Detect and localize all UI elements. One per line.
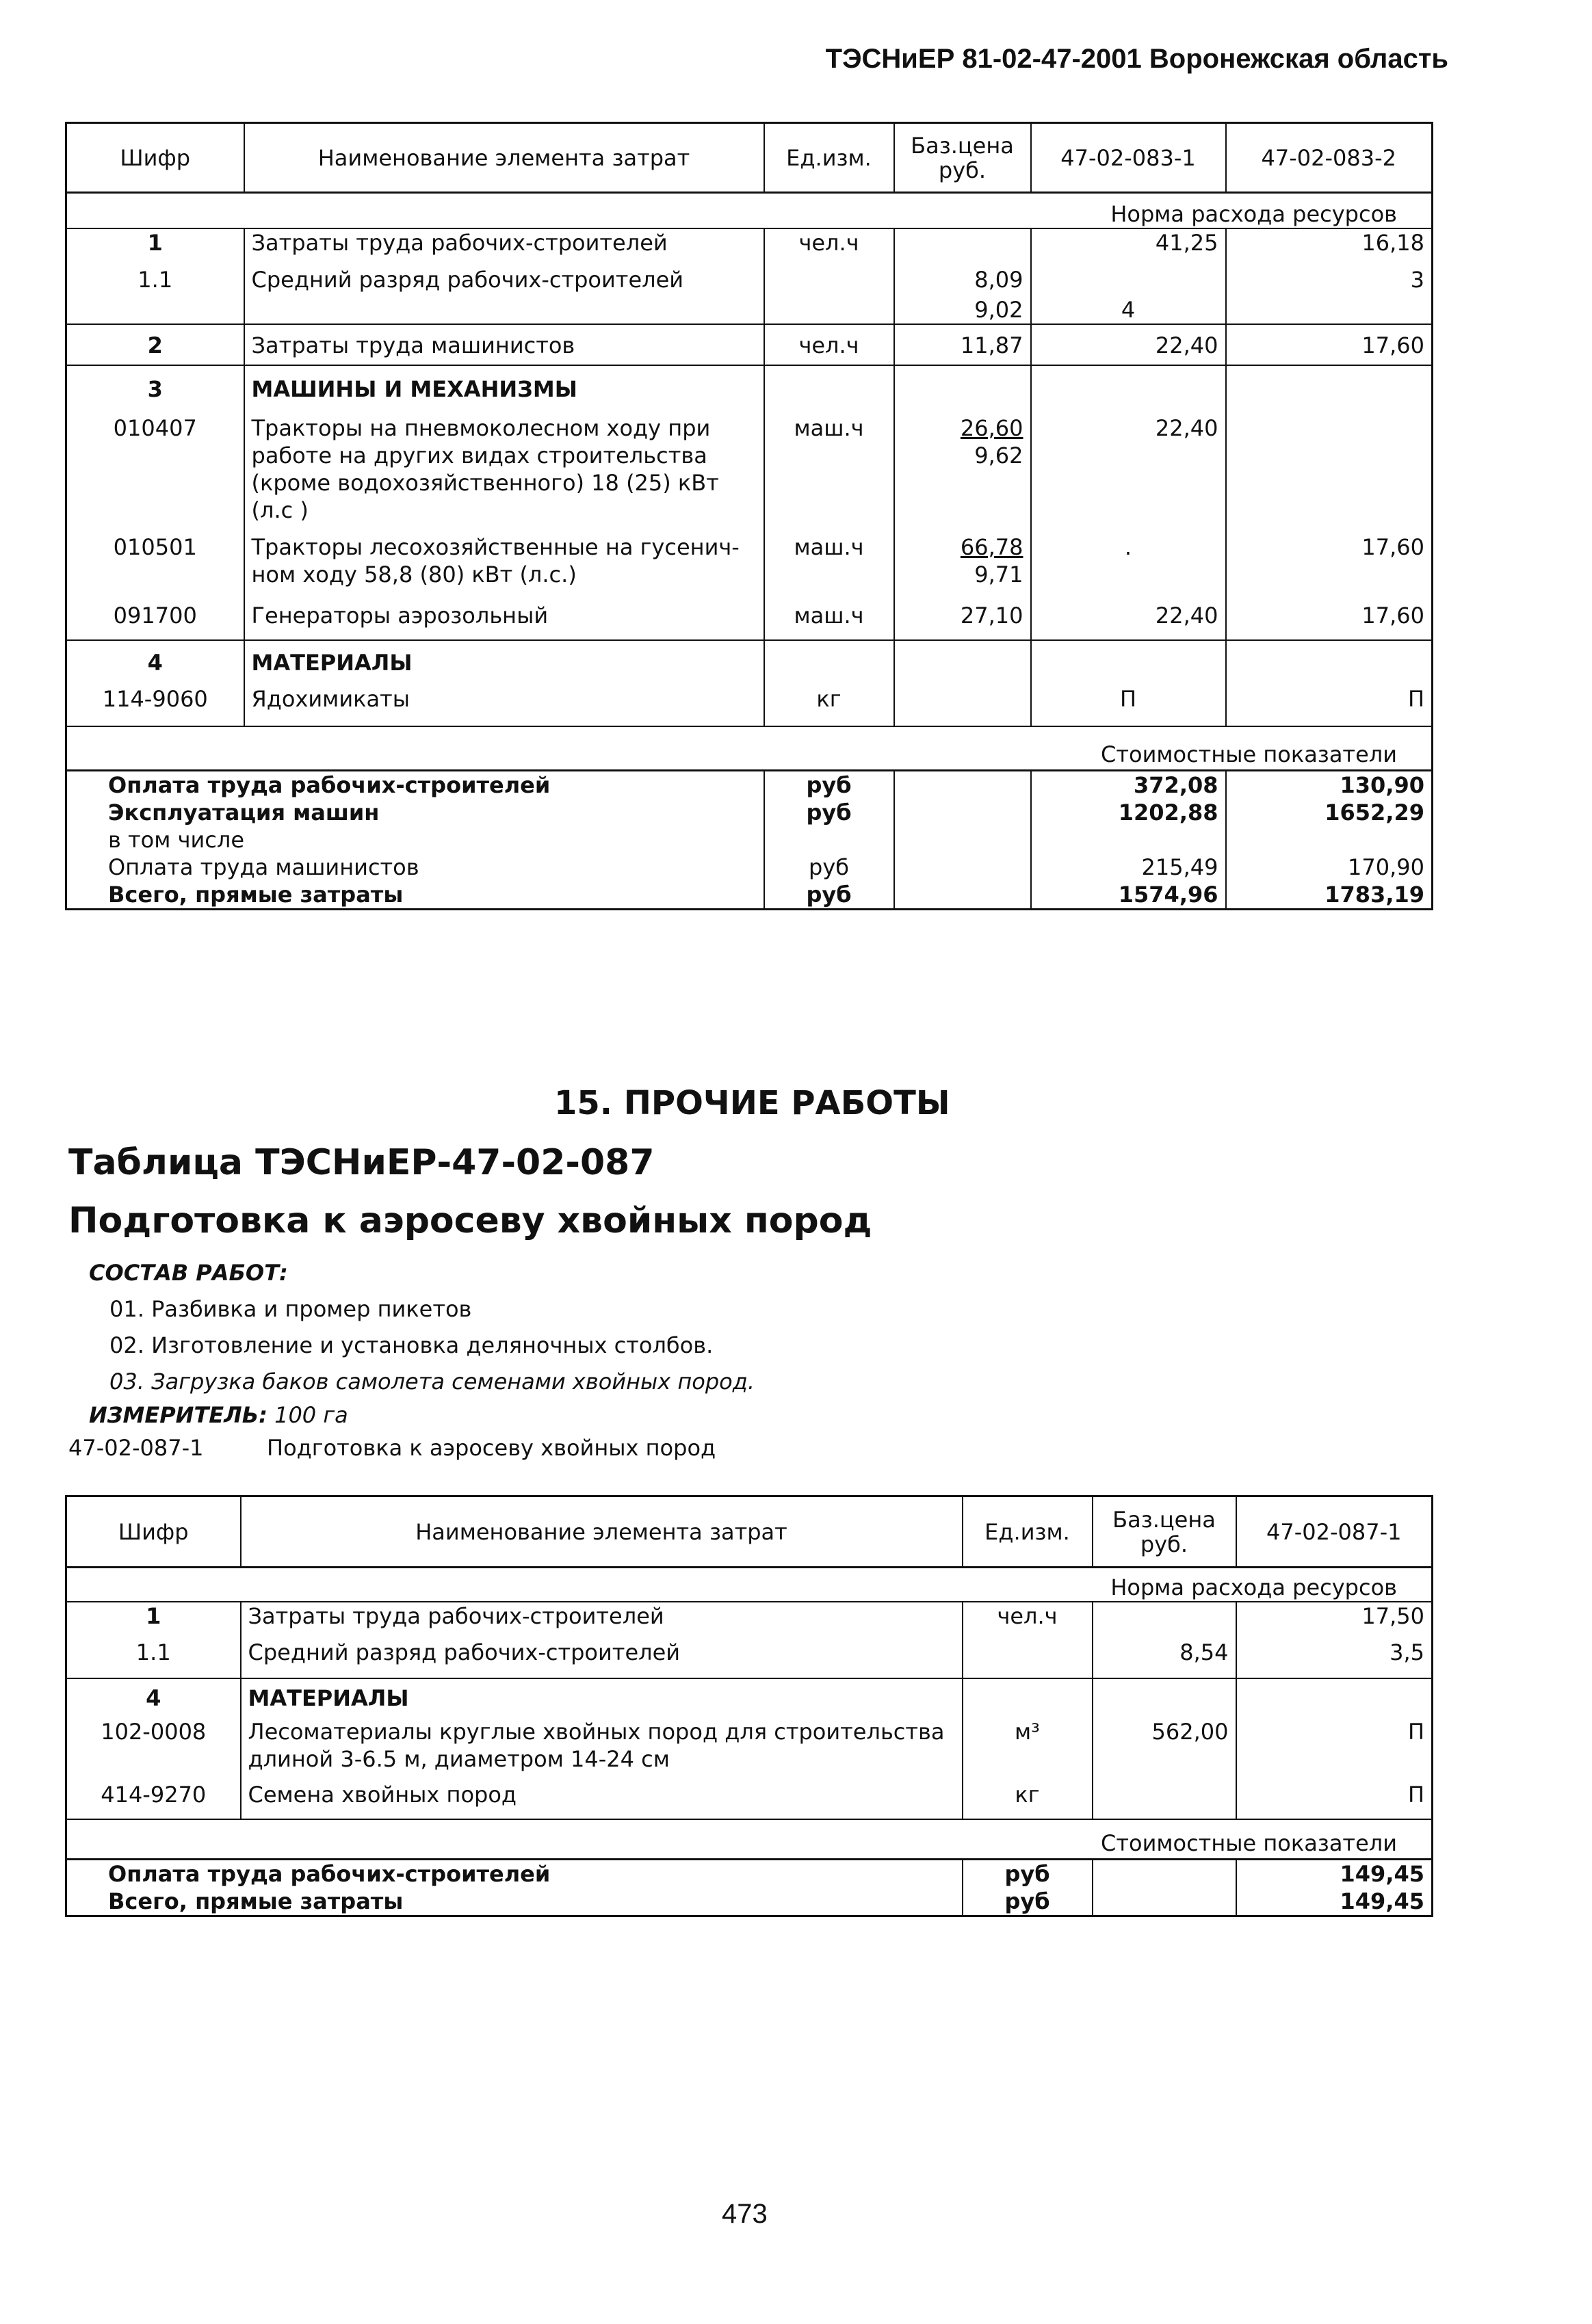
- row-price: [894, 533, 1031, 602]
- row-price: [894, 640, 1031, 685]
- total-label: Всего, прямые затраты: [108, 881, 404, 908]
- row-v1: 3,5: [1236, 1639, 1433, 1678]
- composition-item: 02. Изготовление и установка деляночных столбов.: [109, 1332, 714, 1358]
- row-price: 9,02: [894, 296, 1031, 324]
- composition-item: 01. Разбивка и промер пикетов: [109, 1296, 472, 1322]
- row-price: 11,87: [894, 324, 1031, 365]
- row-v1: 41,25: [1031, 228, 1226, 256]
- row-v1: 22,40: [1031, 410, 1226, 533]
- total-price: [1093, 1859, 1236, 1888]
- row-name: Средний разряд рабочих-строителей: [241, 1639, 963, 1678]
- col-header-unit: Ед.изм.: [764, 123, 894, 193]
- cost-label: Стоимостные показатели: [66, 1819, 1433, 1859]
- row-unit: [963, 1678, 1093, 1718]
- item-code: 47-02-087-1: [68, 1435, 204, 1461]
- row-code: 414-9270: [101, 1782, 207, 1808]
- total-unit: руб: [963, 1888, 1093, 1916]
- row-v2: 16,18: [1226, 228, 1433, 256]
- price-value-2: 9,71: [974, 562, 1023, 587]
- table-row: [66, 296, 1433, 324]
- row-unit: [764, 296, 894, 324]
- composition-item: 03. Загрузка баков самолета семенами хвойных пород.: [109, 1369, 755, 1395]
- total-row: [66, 770, 1433, 799]
- total-v1: 215,49: [1031, 854, 1226, 881]
- table-row: [66, 256, 1433, 296]
- row-price: 562,00: [1093, 1718, 1236, 1781]
- row-v2: [1226, 365, 1433, 410]
- total-v1: 1202,88: [1031, 799, 1226, 826]
- norm-label: Норма расхода ресурсов: [1110, 1574, 1397, 1600]
- row-price: 8,54: [1093, 1639, 1236, 1678]
- total-unit: руб: [764, 854, 894, 881]
- row-price: [1093, 1678, 1236, 1718]
- row-price: [1093, 1781, 1236, 1819]
- table-row: [66, 685, 1433, 726]
- total-v2: 170,90: [1226, 854, 1433, 881]
- total-unit: руб: [764, 770, 894, 799]
- resource-table-2: [65, 1495, 1433, 1917]
- cost-label: Стоимостные показатели: [66, 726, 1433, 770]
- price-value-2: 9,62: [974, 443, 1023, 468]
- page-number: 473: [722, 2199, 768, 2229]
- row-unit: чел.ч: [764, 228, 894, 256]
- total-row: [66, 881, 1433, 910]
- total-price: [894, 770, 1031, 799]
- total-price: [894, 826, 1031, 854]
- row-v1: 22,40: [1031, 324, 1226, 365]
- col-header-083-1: 47-02-083-1: [1031, 123, 1226, 193]
- total-row: [66, 1888, 1433, 1916]
- col-header-price: [894, 123, 1031, 193]
- norm-row: [66, 1568, 1433, 1602]
- total-unit: руб: [963, 1859, 1093, 1888]
- total-v1: 1574,96: [1031, 881, 1226, 910]
- row-price: [1093, 1602, 1236, 1639]
- row-unit: кг: [764, 685, 894, 726]
- row-code: 102-0008: [101, 1719, 207, 1745]
- price-value: 66,78: [960, 534, 1023, 560]
- row-v1: [1031, 365, 1226, 410]
- total-row: [66, 826, 1433, 854]
- total-unit: [764, 826, 894, 854]
- total-price: [1093, 1888, 1236, 1916]
- row-v1: .: [1031, 533, 1226, 602]
- section-row: [66, 640, 1433, 685]
- total-v2: 1652,29: [1226, 799, 1433, 826]
- total-label: Оплата труда рабочих-строителей: [66, 770, 764, 799]
- resource-table-1: [65, 122, 1433, 910]
- total-price: [894, 854, 1031, 881]
- cost-row: [66, 726, 1433, 770]
- row-v1: П: [1236, 1781, 1433, 1819]
- total-v1: [1031, 826, 1226, 854]
- row-unit: [963, 1639, 1093, 1678]
- total-v1: 149,45: [1236, 1859, 1433, 1888]
- row-unit: маш.ч: [764, 602, 894, 640]
- measure-label: ИЗМЕРИТЕЛЬ:: [89, 1402, 267, 1428]
- row-unit: [764, 640, 894, 685]
- total-label: Всего, прямые затраты: [108, 1888, 404, 1914]
- row-name: Семена хвойных пород: [241, 1781, 963, 1819]
- total-v1: 372,08: [1031, 770, 1226, 799]
- table-row: [66, 228, 1433, 256]
- section-title: МАТЕРИАЛЫ: [241, 1678, 963, 1718]
- row-code: 1.1: [135, 1639, 171, 1665]
- cost-row: [66, 1819, 1433, 1859]
- total-price: [894, 881, 1031, 910]
- table-row: [66, 1602, 1433, 1639]
- table-row: [66, 1639, 1433, 1678]
- price-unit: руб.: [1140, 1531, 1188, 1557]
- total-label: Эксплуатация машин: [108, 799, 380, 826]
- row-name: Затраты труда рабочих-строителей: [244, 228, 764, 256]
- row-name: Ядохимикаты: [244, 685, 764, 726]
- row-name: Затраты труда рабочих-строителей: [241, 1602, 963, 1639]
- col-header-name: Наименование элемента затрат: [244, 123, 764, 193]
- table-row: [66, 1781, 1433, 1819]
- row-price: 8,09: [894, 256, 1031, 296]
- col-header-087-1: 47-02-087-1: [1236, 1496, 1433, 1568]
- row-unit: кг: [963, 1781, 1093, 1819]
- section-row: [66, 1678, 1433, 1718]
- col-header-name: Наименование элемента затрат: [241, 1496, 963, 1568]
- row-unit: чел.ч: [963, 1602, 1093, 1639]
- row-v2: [1226, 640, 1433, 685]
- section-title: МАТЕРИАЛЫ: [244, 640, 764, 685]
- measure: [89, 1402, 348, 1428]
- row-price: 27,10: [894, 602, 1031, 640]
- price-unit: руб.: [938, 157, 987, 183]
- table-row: [66, 1718, 1433, 1781]
- row-v2: 17,60: [1226, 602, 1433, 640]
- row-name: Тракторы на пневмоколесном ходу при работе на других видах строительства (кроме водохозяйственного) 18 (25) кВт (л.с ): [244, 410, 764, 533]
- section-title: 15. ПРОЧИЕ РАБОТЫ: [554, 1084, 950, 1122]
- row-name: Тракторы лесохозяйственные на гусенич-ном ходу 58,8 (80) кВт (л.с.): [244, 533, 764, 602]
- row-code: 114-9060: [102, 686, 208, 712]
- price-label: Баз.цена: [1112, 1506, 1216, 1533]
- table-subtitle: Подготовка к аэросеву хвойных пород: [68, 1200, 872, 1241]
- composition-label: СОСТАВ РАБОТ:: [89, 1260, 288, 1286]
- row-v1: П: [1236, 1718, 1433, 1781]
- col-header-code: Шифр: [66, 1496, 241, 1568]
- row-unit: [764, 256, 894, 296]
- row-name: Генераторы аэрозольный: [244, 602, 764, 640]
- row-code: 010407: [113, 415, 197, 441]
- row-name: Лесоматериалы круглые хвойных пород для строительства длиной 3-6.5 м, диаметром 14-24 см: [241, 1718, 963, 1781]
- row-v2: [1226, 410, 1433, 533]
- row-unit: м³: [963, 1718, 1093, 1781]
- norm-row: [66, 193, 1433, 229]
- row-name: Затраты труда машинистов: [244, 324, 764, 365]
- col-header-price: [1093, 1496, 1236, 1568]
- row-v1: 22,40: [1031, 602, 1226, 640]
- price-value: 26,60: [960, 415, 1023, 441]
- total-v2: 130,90: [1226, 770, 1433, 799]
- row-unit: чел.ч: [764, 324, 894, 365]
- row-v2: 17,60: [1226, 324, 1433, 365]
- row-code: 4: [66, 1678, 241, 1718]
- total-row: [66, 799, 1433, 826]
- total-v2: 1783,19: [1226, 881, 1433, 910]
- total-v2: [1226, 826, 1433, 854]
- row-price: [894, 410, 1031, 533]
- table-row: [66, 410, 1433, 533]
- row-name: [244, 296, 764, 324]
- total-unit: руб: [764, 799, 894, 826]
- row-code: 1: [66, 228, 244, 256]
- row-v1: 17,50: [1236, 1602, 1433, 1639]
- total-label: в том числе: [108, 826, 244, 853]
- table-row: [66, 533, 1433, 602]
- norm-label: Норма расхода ресурсов: [1110, 201, 1397, 227]
- row-code: 3: [66, 365, 244, 410]
- row-v1: [1031, 256, 1226, 296]
- row-unit: маш.ч: [764, 410, 894, 533]
- row-v2: П: [1226, 685, 1433, 726]
- table-row: [66, 324, 1433, 365]
- row-price: [894, 365, 1031, 410]
- row-v2: 17,60: [1226, 533, 1433, 602]
- total-unit: руб: [764, 881, 894, 910]
- table-title: Таблица ТЭСНиЕР-47-02-087: [68, 1142, 655, 1183]
- row-unit: маш.ч: [764, 533, 894, 602]
- row-v2: 3: [1226, 256, 1433, 296]
- price-label: Баз.цена: [911, 132, 1014, 159]
- row-unit: [764, 365, 894, 410]
- col-header-083-2: 47-02-083-2: [1226, 123, 1433, 193]
- row-code: [66, 296, 244, 324]
- row-code: 1.1: [138, 267, 173, 293]
- total-row: [66, 854, 1433, 881]
- row-v1: [1031, 640, 1226, 685]
- total-v1: 149,45: [1236, 1888, 1433, 1916]
- row-code: 1: [66, 1602, 241, 1639]
- row-v1: П: [1031, 685, 1226, 726]
- row-v1: 4: [1031, 296, 1226, 324]
- measure-value: 100 га: [274, 1402, 348, 1428]
- col-header-code: Шифр: [66, 123, 244, 193]
- total-row: [66, 1859, 1433, 1888]
- table-row: [66, 602, 1433, 640]
- row-price: [894, 685, 1031, 726]
- row-price: [894, 228, 1031, 256]
- row-v1: [1236, 1678, 1433, 1718]
- section-title: МАШИНЫ И МЕХАНИЗМЫ: [244, 365, 764, 410]
- total-price: [894, 799, 1031, 826]
- row-code: 091700: [113, 603, 197, 629]
- row-code: 2: [66, 324, 244, 365]
- total-label: Оплата труда машинистов: [108, 854, 419, 880]
- section-row: [66, 365, 1433, 410]
- row-code: 4: [66, 640, 244, 685]
- row-name: Средний разряд рабочих-строителей: [244, 256, 764, 296]
- total-label: Оплата труда рабочих-строителей: [66, 1859, 963, 1888]
- page-header: ТЭСНиЕР 81-02-47-2001 Воронежская область: [825, 44, 1448, 74]
- item-name: Подготовка к аэросеву хвойных пород: [267, 1435, 716, 1461]
- row-v2: [1226, 296, 1433, 324]
- row-code: 010501: [113, 534, 197, 560]
- col-header-unit: Ед.изм.: [963, 1496, 1093, 1568]
